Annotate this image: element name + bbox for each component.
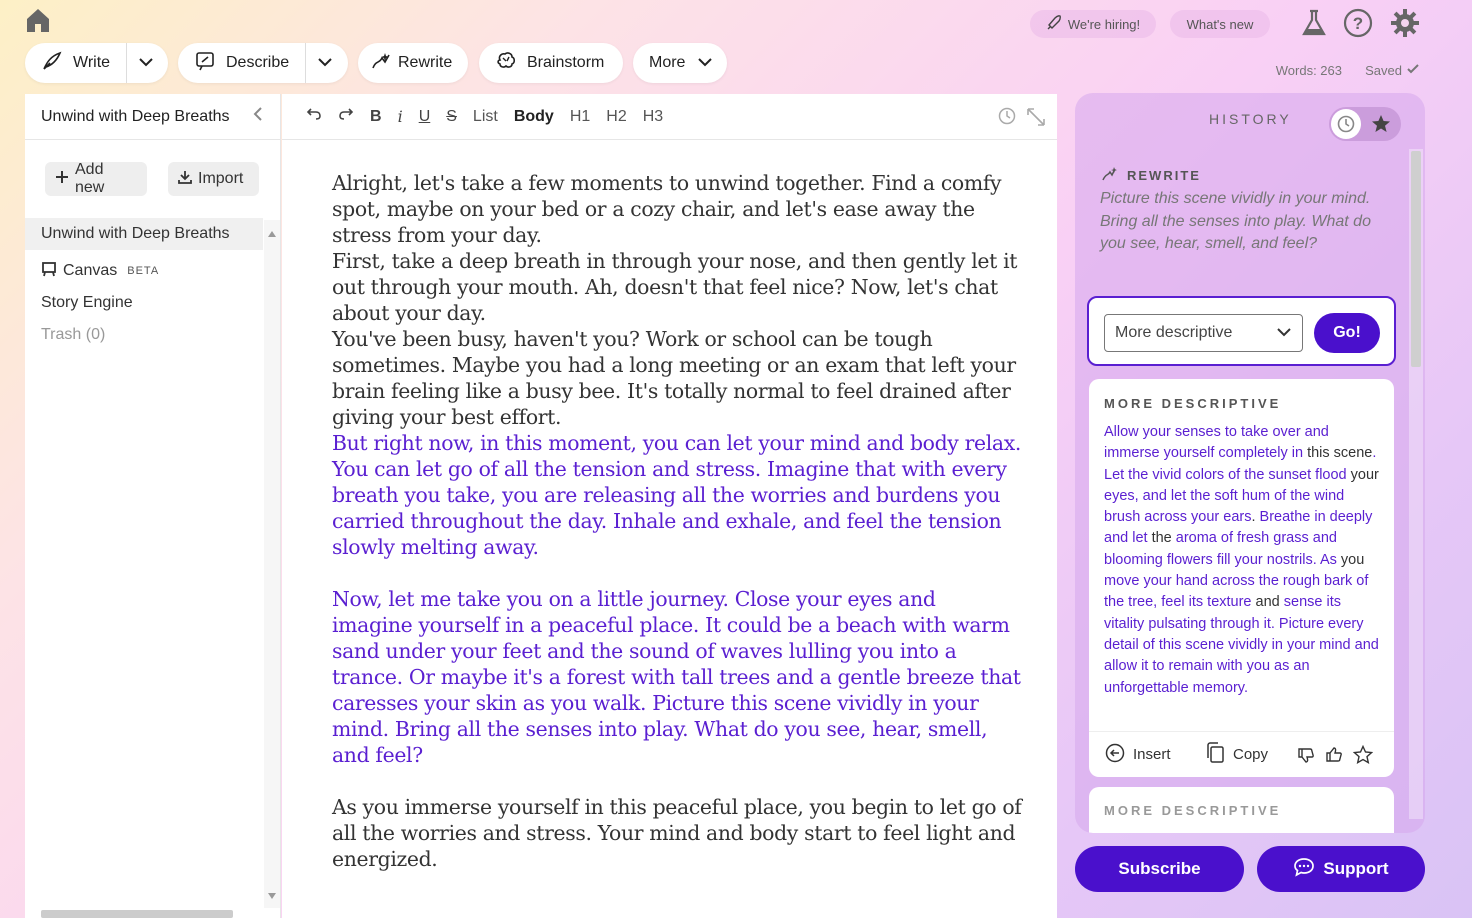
sidebar-item-trash[interactable] <box>25 319 263 351</box>
star-icon[interactable] <box>1371 114 1391 139</box>
redo-icon[interactable] <box>330 107 362 126</box>
copy-label: Copy <box>1233 746 1269 763</box>
horizontal-scrollbar[interactable] <box>41 910 233 918</box>
result-text-segment: move your hand across the rough bark of the tree, feel its texture <box>1104 573 1369 611</box>
document-body[interactable] <box>332 170 1022 872</box>
subscribe-label: Subscribe <box>1118 859 1201 878</box>
svg-text:?: ? <box>1352 14 1364 33</box>
underline-icon[interactable]: U <box>418 107 431 125</box>
write-button-group <box>25 43 168 83</box>
sidebar-item-label: Trash (0) <box>41 326 106 343</box>
result-card-title: MORE DESCRIPTIVE <box>1104 803 1282 818</box>
paragraph: You've been busy, haven't you? Work or school can be tough sometimes. Maybe you had a long meeting or an exam that left your brain feeling like a busy bee. It's totally normal to feel drained after giving your best effort. <box>332 327 1016 429</box>
support-button[interactable] <box>1257 846 1425 892</box>
import-button[interactable] <box>168 162 259 196</box>
plus-icon <box>55 170 69 189</box>
write-button[interactable] <box>25 43 126 83</box>
document-sidebar <box>25 94 281 918</box>
rewrite-entry-title: REWRITE <box>1127 168 1201 183</box>
result-text[interactable] <box>1104 422 1379 699</box>
rewrite-icon <box>370 50 392 77</box>
result-text-segment: and <box>1251 594 1284 611</box>
paragraph: As you immerse yourself in this peaceful place, you begin to let go of all the worries and stress. Your mind and body start to feel light and energized. <box>332 795 1022 871</box>
rewrite-source-text: Picture this scene vividly in your mind. Bring all the senses into play. What do you see, hear, smell, and feel? <box>1100 190 1371 252</box>
scroll-up-icon[interactable] <box>268 224 276 242</box>
result-card <box>1089 379 1394 777</box>
paragraph: First, take a deep breath in through your nose, and then gently let it out through your mouth. Ah, doesn't that feel nice? Now, let's chat about your day. <box>332 249 1018 325</box>
add-new-button[interactable] <box>45 162 147 196</box>
hiring-button[interactable] <box>1030 10 1156 38</box>
sidebar-item-current-doc[interactable] <box>25 218 263 250</box>
h2-button[interactable]: H2 <box>606 107 627 125</box>
rewrite-label: Rewrite <box>398 54 453 71</box>
collapse-sidebar-icon[interactable] <box>252 106 264 127</box>
result-text-segment: . <box>1251 509 1260 526</box>
subscribe-button[interactable] <box>1075 846 1244 892</box>
history-clock-icon[interactable] <box>1331 109 1361 139</box>
bold-icon[interactable]: B <box>370 107 382 125</box>
format-toolbar <box>282 94 1057 140</box>
brainstorm-button[interactable] <box>479 43 623 83</box>
go-button[interactable]: Go! <box>1314 313 1380 353</box>
rewrite-icon <box>1101 166 1119 185</box>
check-icon <box>1406 63 1420 78</box>
describe-dropdown-toggle[interactable] <box>305 43 343 83</box>
brainstorm-label: Brainstorm <box>527 54 605 71</box>
undo-icon[interactable] <box>298 107 330 126</box>
rewrite-mode-select[interactable] <box>1104 314 1303 352</box>
home-icon[interactable] <box>24 6 52 34</box>
help-icon[interactable] <box>1343 8 1373 38</box>
sidebar-header <box>25 94 280 140</box>
sidebar-doc-title: Unwind with Deep Breaths <box>41 107 230 125</box>
result-text-segment: Breathe in deeply and let <box>1104 509 1373 547</box>
result-card-title: MORE DESCRIPTIVE <box>1104 396 1282 411</box>
rocket-icon <box>1046 15 1062 34</box>
result-card <box>1089 787 1394 833</box>
gear-icon[interactable] <box>1390 8 1420 38</box>
result-actions <box>1089 731 1394 777</box>
more-label: More <box>649 54 686 71</box>
result-text-segment: eyes, and let the soft hum of the wind brush across your ears <box>1104 487 1345 526</box>
brain-icon <box>495 50 517 77</box>
history-scroll-thumb[interactable] <box>1411 151 1421 367</box>
result-text-segment: . Let the vivid colors of the sunset flood <box>1104 445 1377 483</box>
expand-icon[interactable] <box>1026 107 1046 132</box>
download-icon <box>178 170 192 189</box>
describe-icon <box>194 50 216 77</box>
h1-button[interactable]: H1 <box>569 107 591 125</box>
star-icon[interactable] <box>1353 745 1373 765</box>
history-clock-icon[interactable] <box>998 107 1016 130</box>
paragraph: Alright, let's take a few moments to unwind together. Find a comfy spot, maybe on your bed or a cozy chair, and let's ease away the stress from your day. <box>332 171 1002 247</box>
import-label: Import <box>198 170 244 187</box>
list-button[interactable]: List <box>472 107 498 125</box>
rewrite-options-box <box>1087 296 1396 366</box>
sidebar-item-label: Canvas <box>63 262 118 279</box>
insert-label: Insert <box>1133 746 1171 763</box>
add-new-label: Add new <box>75 161 105 196</box>
strikethrough-icon[interactable]: S <box>446 107 457 125</box>
saved-status <box>1365 63 1420 78</box>
insert-button[interactable] <box>1105 743 1171 767</box>
insert-icon <box>1105 743 1125 767</box>
select-value: More descriptive <box>1115 324 1233 341</box>
chevron-down-icon <box>138 54 154 72</box>
result-text-segment: you <box>1336 551 1365 568</box>
describe-button[interactable] <box>178 43 305 83</box>
chevron-down-icon <box>317 54 333 72</box>
write-label: Write <box>73 54 111 71</box>
history-title: HISTORY <box>1209 111 1292 127</box>
scroll-down-icon[interactable] <box>268 886 276 904</box>
copy-icon <box>1205 742 1225 768</box>
canvas-icon <box>41 261 57 282</box>
result-text-segment: your <box>1346 466 1379 483</box>
history-panel <box>1075 93 1425 833</box>
thumbs-down-icon[interactable] <box>1297 746 1315 764</box>
rewrite-button[interactable] <box>358 43 468 83</box>
thumbs-up-icon[interactable] <box>1325 746 1343 764</box>
result-text-segment: aroma of fresh grass and blooming flowers fill your nostrils. As <box>1104 530 1337 568</box>
support-label: Support <box>1323 859 1389 878</box>
whats-new-button[interactable] <box>1170 10 1270 38</box>
describe-button-group <box>178 43 348 83</box>
beta-badge: BETA <box>127 265 160 277</box>
result-text-segment: Allow your senses to take over and immerse yourself completely in <box>1104 424 1329 462</box>
sidebar-scrollbar[interactable] <box>264 220 280 908</box>
sidebar-item-canvas[interactable] <box>25 255 263 287</box>
pen-icon <box>41 50 63 77</box>
editor-panel <box>282 94 1057 918</box>
italic-icon[interactable]: i <box>397 107 403 126</box>
chat-icon <box>1293 857 1315 882</box>
more-button[interactable] <box>633 43 727 83</box>
sidebar-item-label: Unwind with Deep Breaths <box>41 225 230 242</box>
result-text-segment: sense its vitality pulsating through it. Picture every detail of this scene vividly in your mind and allow it to remain with you as an unforgettable memory. <box>1104 594 1379 696</box>
chevron-down-icon <box>1276 324 1292 342</box>
copy-button[interactable] <box>1205 742 1268 768</box>
hiring-label: We're hiring! <box>1067 16 1141 32</box>
sidebar-item-story-engine[interactable] <box>25 287 263 319</box>
result-text-segment: the <box>1147 530 1176 547</box>
chevron-down-icon <box>697 54 713 72</box>
sidebar-item-label: Story Engine <box>41 294 133 311</box>
h3-button[interactable]: H3 <box>642 107 664 125</box>
result-text-segment: this scene <box>1303 445 1373 462</box>
highlighted-paragraph: Now, let me take you on a little journey. Close your eyes and imagine yourself in a peaceful place. It could be a beach with warm sand under your feet and the sound of waves lulling you into a trance. Or maybe it's a forest with tall trees and a gentle breeze that caresses your skin as you walk. Picture this scene vividly in your mind. Bring all the senses into play. What do you see, hear, smell, and feel? <box>332 587 1021 767</box>
word-count: Words: 263 <box>1275 63 1342 78</box>
saved-label: Saved <box>1365 63 1402 78</box>
highlighted-paragraph: But right now, in this moment, you can let your mind and body relax. You can let go of all the tension and stress. Imagine that with every breath you take, you are releasing all the worries and burdens you carried throughout the day. Inhale and exhale, and feel the tension slowly melting away. <box>332 431 1021 559</box>
whats-new-label: What's new <box>1186 16 1254 32</box>
history-favorites-toggle[interactable] <box>1329 107 1401 141</box>
flask-icon[interactable] <box>1299 8 1329 38</box>
body-style-button[interactable]: Body <box>513 107 554 125</box>
describe-label: Describe <box>226 54 290 71</box>
rewrite-entry-label <box>1101 166 1201 185</box>
write-dropdown-toggle[interactable] <box>126 43 164 83</box>
